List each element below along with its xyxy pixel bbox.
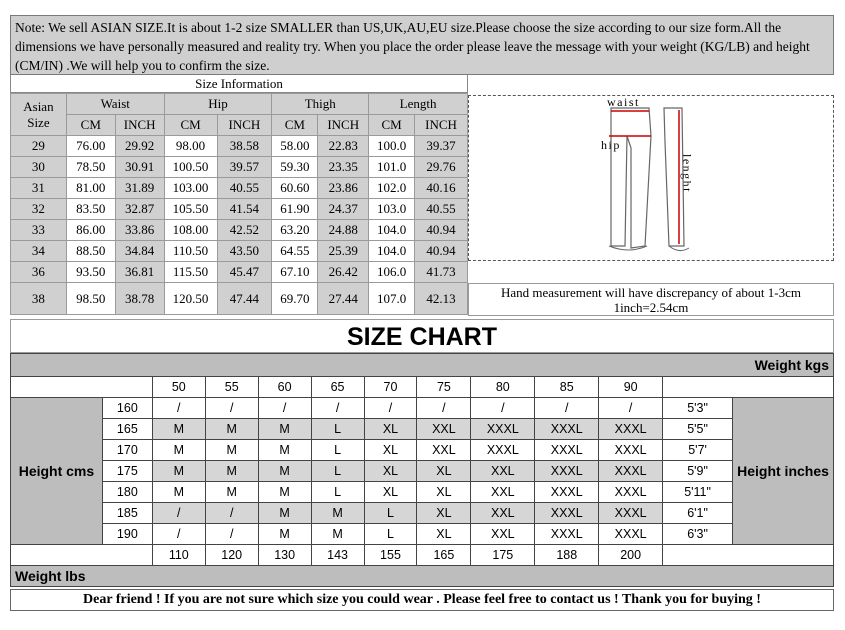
size-cell: L [311, 482, 364, 503]
measurement-cell: 58.00 [272, 136, 318, 157]
size-cell: XXXL [535, 461, 599, 482]
lbs-row [11, 545, 834, 566]
measurement-cell: 23.35 [318, 157, 369, 178]
size-cell: / [311, 398, 364, 419]
size-row [11, 220, 468, 241]
height-inch-cell: 6'3" [663, 524, 733, 545]
measurement-cell: 63.20 [272, 220, 318, 241]
size-cell: M [205, 419, 258, 440]
measurement-cell: 93.50 [66, 262, 115, 283]
height-row [11, 503, 834, 524]
hip-label: hip [601, 138, 621, 152]
measurement-cell: 41.73 [415, 262, 468, 283]
height-row [11, 482, 834, 503]
size-information-title: Size Information [10, 75, 468, 93]
measurement-cell: 83.50 [66, 199, 115, 220]
hand-note-line1: Hand measurement will have discrepancy of about 1-3cm [501, 285, 801, 300]
size-cell: XL [364, 419, 417, 440]
size-cell: M [258, 440, 311, 461]
size-cell: M [258, 461, 311, 482]
measurement-cell: 36.81 [115, 262, 164, 283]
size-cell: M [311, 503, 364, 524]
size-row [11, 262, 468, 283]
height-cm-cell: 175 [102, 461, 152, 482]
measurement-cell: 27.44 [318, 283, 369, 315]
size-cell: M [258, 503, 311, 524]
size-cell: XL [364, 440, 417, 461]
kg-cell: 85 [535, 377, 599, 398]
lb-cell: 188 [535, 545, 599, 566]
size-row [11, 136, 468, 157]
unit-inch: INCH [318, 115, 369, 136]
measurement-cell: 102.0 [369, 178, 415, 199]
measurement-cell: 29.76 [415, 157, 468, 178]
measurement-cell: 24.37 [318, 199, 369, 220]
kg-cell: 55 [205, 377, 258, 398]
lb-cell: 165 [417, 545, 471, 566]
kg-cell: 50 [152, 377, 205, 398]
footer-message: Dear friend ! If you are not sure which size you could wear . Please feel free to contact us ! Thank you for buying ! [10, 589, 834, 611]
measurement-cell: 47.44 [217, 283, 272, 315]
thigh-header: Thigh [272, 94, 369, 115]
measurement-cell: 33.86 [115, 220, 164, 241]
size-cell: M [311, 524, 364, 545]
unit-cm: CM [272, 115, 318, 136]
measurement-cell: 103.00 [164, 178, 217, 199]
unit-cm: CM [164, 115, 217, 136]
measurement-cell: 40.55 [415, 199, 468, 220]
height-row [11, 461, 834, 482]
size-cell: XXXL [599, 461, 663, 482]
measurement-cell: 22.83 [318, 136, 369, 157]
measurement-cell: 107.0 [369, 283, 415, 315]
size-cell: M [152, 440, 205, 461]
kg-cell: 70 [364, 377, 417, 398]
height-cm-cell: 160 [102, 398, 152, 419]
size-cell: / [152, 398, 205, 419]
size-cell: XXXL [471, 440, 535, 461]
measurement-cell: 30.91 [115, 157, 164, 178]
size-cell: / [258, 398, 311, 419]
measurement-cell: 59.30 [272, 157, 318, 178]
size-cell: / [471, 398, 535, 419]
measurement-cell: 115.50 [164, 262, 217, 283]
measurement-cell: 110.50 [164, 241, 217, 262]
size-cell: L [311, 419, 364, 440]
size-chart-title: SIZE CHART [10, 319, 834, 353]
blank-cell [11, 545, 153, 566]
asian-size-cell: 33 [11, 220, 67, 241]
size-cell: XXL [471, 503, 535, 524]
hand-measurement-note [468, 283, 834, 316]
size-cell: XXXL [535, 419, 599, 440]
measurement-cell: 42.52 [217, 220, 272, 241]
size-cell: XXXL [535, 524, 599, 545]
size-cell: M [205, 482, 258, 503]
size-cell: L [364, 503, 417, 524]
asian-size-cell: 29 [11, 136, 67, 157]
size-cell: M [152, 419, 205, 440]
kg-cell: 80 [471, 377, 535, 398]
size-cell: / [599, 398, 663, 419]
size-cell: L [364, 524, 417, 545]
weight-height-table [10, 353, 834, 587]
size-row [11, 199, 468, 220]
height-inch-cell: 5'3" [663, 398, 733, 419]
lb-cell: 120 [205, 545, 258, 566]
weight-kgs-label: Weight kgs [11, 354, 834, 377]
height-inches-label: Height inches [733, 398, 834, 545]
blank-cell [11, 377, 153, 398]
measurement-cell: 60.60 [272, 178, 318, 199]
height-cm-cell: 185 [102, 503, 152, 524]
measurement-cell: 108.00 [164, 220, 217, 241]
size-cell: L [311, 440, 364, 461]
size-cell: M [205, 440, 258, 461]
size-row [11, 241, 468, 262]
measurement-cell: 45.47 [217, 262, 272, 283]
size-cell: / [152, 503, 205, 524]
measurement-cell: 42.13 [415, 283, 468, 315]
measurement-cell: 81.00 [66, 178, 115, 199]
measurement-cell: 29.92 [115, 136, 164, 157]
height-cm-cell: 180 [102, 482, 152, 503]
unit-inch: INCH [217, 115, 272, 136]
pants-icon [469, 96, 833, 260]
measurement-cell: 43.50 [217, 241, 272, 262]
lb-cell: 143 [311, 545, 364, 566]
size-row [11, 157, 468, 178]
lb-cell: 155 [364, 545, 417, 566]
kgs-row [11, 377, 834, 398]
asian-size-header: Asian Size [11, 94, 67, 136]
lb-cell: 175 [471, 545, 535, 566]
measurement-cell: 40.55 [217, 178, 272, 199]
size-cell: XXL [417, 440, 471, 461]
height-cm-cell: 165 [102, 419, 152, 440]
measurement-cell: 38.58 [217, 136, 272, 157]
lb-cell: 130 [258, 545, 311, 566]
measurement-cell: 24.88 [318, 220, 369, 241]
size-cell: XXL [417, 419, 471, 440]
measurement-cell: 23.86 [318, 178, 369, 199]
kg-cell: 60 [258, 377, 311, 398]
measurement-cell: 103.0 [369, 199, 415, 220]
size-cell: XL [417, 524, 471, 545]
measurement-cell: 39.37 [415, 136, 468, 157]
length-label: lenght [680, 154, 694, 193]
size-cell: XXXL [535, 503, 599, 524]
size-cell: M [258, 419, 311, 440]
size-cell: / [535, 398, 599, 419]
size-cell: XXXL [535, 440, 599, 461]
size-cell: M [205, 461, 258, 482]
waist-header: Waist [66, 94, 164, 115]
length-header: Length [369, 94, 468, 115]
asian-size-cell: 34 [11, 241, 67, 262]
size-cell: / [152, 524, 205, 545]
measurement-cell: 26.42 [318, 262, 369, 283]
size-cell: M [258, 482, 311, 503]
measurement-cell: 38.78 [115, 283, 164, 315]
size-cell: XXXL [535, 482, 599, 503]
measurement-cell: 104.0 [369, 241, 415, 262]
measurement-cell: 40.16 [415, 178, 468, 199]
size-cell: / [205, 524, 258, 545]
measurement-cell: 101.0 [369, 157, 415, 178]
asian-size-cell: 38 [11, 283, 67, 315]
measurement-cell: 69.70 [272, 283, 318, 315]
asian-size-cell: 31 [11, 178, 67, 199]
size-row [11, 283, 468, 315]
lb-cell: 200 [599, 545, 663, 566]
measurement-cell: 104.0 [369, 220, 415, 241]
measurement-cell: 31.89 [115, 178, 164, 199]
measurement-cell: 25.39 [318, 241, 369, 262]
measurement-cell: 32.87 [115, 199, 164, 220]
measurement-cell: 98.50 [66, 283, 115, 315]
measurement-cell: 64.55 [272, 241, 318, 262]
size-cell: XXL [471, 524, 535, 545]
size-cell: L [311, 461, 364, 482]
measurement-cell: 120.50 [164, 283, 217, 315]
kg-cell: 75 [417, 377, 471, 398]
measurement-cell: 76.00 [66, 136, 115, 157]
size-cell: M [152, 482, 205, 503]
kg-cell: 90 [599, 377, 663, 398]
measurement-cell: 86.00 [66, 220, 115, 241]
measurement-cell: 100.0 [369, 136, 415, 157]
hand-note-line2: 1inch=2.54cm [613, 300, 689, 315]
unit-cm: CM [66, 115, 115, 136]
asian-size-cell: 32 [11, 199, 67, 220]
measurement-cell: 98.00 [164, 136, 217, 157]
size-note: Note: We sell ASIAN SIZE.It is about 1-2 size SMALLER than US,UK,AU,EU size.Please choose the size according to our size form.All the dimensions we have personally measured and reality try. When you place the order please leave the message with your weight (KG/LB) and height (CM/IN) .We will help you to confirm the size. [10, 15, 834, 75]
size-cell: / [205, 503, 258, 524]
weight-lbs-row [11, 566, 834, 587]
height-inch-cell: 6'1" [663, 503, 733, 524]
unit-inch: INCH [115, 115, 164, 136]
height-cm-cell: 170 [102, 440, 152, 461]
height-inch-cell: 5'7' [663, 440, 733, 461]
measurement-cell: 40.94 [415, 241, 468, 262]
size-cell: XL [417, 461, 471, 482]
unit-cm: CM [369, 115, 415, 136]
pants-diagram [468, 95, 834, 261]
height-inch-cell: 5'9" [663, 461, 733, 482]
asian-size-cell: 36 [11, 262, 67, 283]
waist-label: waist [607, 96, 640, 109]
measurement-cell: 34.84 [115, 241, 164, 262]
measurement-table [10, 93, 468, 315]
blank-cell [663, 545, 834, 566]
unit-inch: INCH [415, 115, 468, 136]
height-row [11, 524, 834, 545]
height-row [11, 419, 834, 440]
size-cell: / [205, 398, 258, 419]
measurement-cell: 78.50 [66, 157, 115, 178]
size-cell: XXL [471, 482, 535, 503]
size-cell: XL [364, 482, 417, 503]
size-cell: XXXL [599, 482, 663, 503]
height-row [11, 398, 834, 419]
size-cell: XL [364, 461, 417, 482]
height-cm-cell: 190 [102, 524, 152, 545]
weight-lbs-label: Weight lbs [11, 566, 834, 587]
size-cell: XXL [471, 461, 535, 482]
size-cell: / [417, 398, 471, 419]
size-cell: XXXL [599, 503, 663, 524]
size-cell: XXXL [471, 419, 535, 440]
measurement-cell: 105.50 [164, 199, 217, 220]
blank-cell [663, 377, 834, 398]
lb-cell: 110 [152, 545, 205, 566]
size-cell: XXXL [599, 524, 663, 545]
hip-header: Hip [164, 94, 272, 115]
measurement-cell: 61.90 [272, 199, 318, 220]
size-cell: M [258, 524, 311, 545]
height-cms-label: Height cms [11, 398, 103, 545]
size-row [11, 178, 468, 199]
measurement-cell: 41.54 [217, 199, 272, 220]
size-cell: / [364, 398, 417, 419]
height-row [11, 440, 834, 461]
size-cell: M [152, 461, 205, 482]
size-cell: XXXL [599, 419, 663, 440]
kg-cell: 65 [311, 377, 364, 398]
measurement-cell: 100.50 [164, 157, 217, 178]
measurement-cell: 88.50 [66, 241, 115, 262]
size-cell: XL [417, 482, 471, 503]
measurement-cell: 106.0 [369, 262, 415, 283]
height-inch-cell: 5'5" [663, 419, 733, 440]
size-cell: XXXL [599, 440, 663, 461]
measurement-cell: 39.57 [217, 157, 272, 178]
height-inch-cell: 5'11" [663, 482, 733, 503]
measurement-cell: 40.94 [415, 220, 468, 241]
measurement-cell: 67.10 [272, 262, 318, 283]
asian-size-cell: 30 [11, 157, 67, 178]
size-cell: XL [417, 503, 471, 524]
